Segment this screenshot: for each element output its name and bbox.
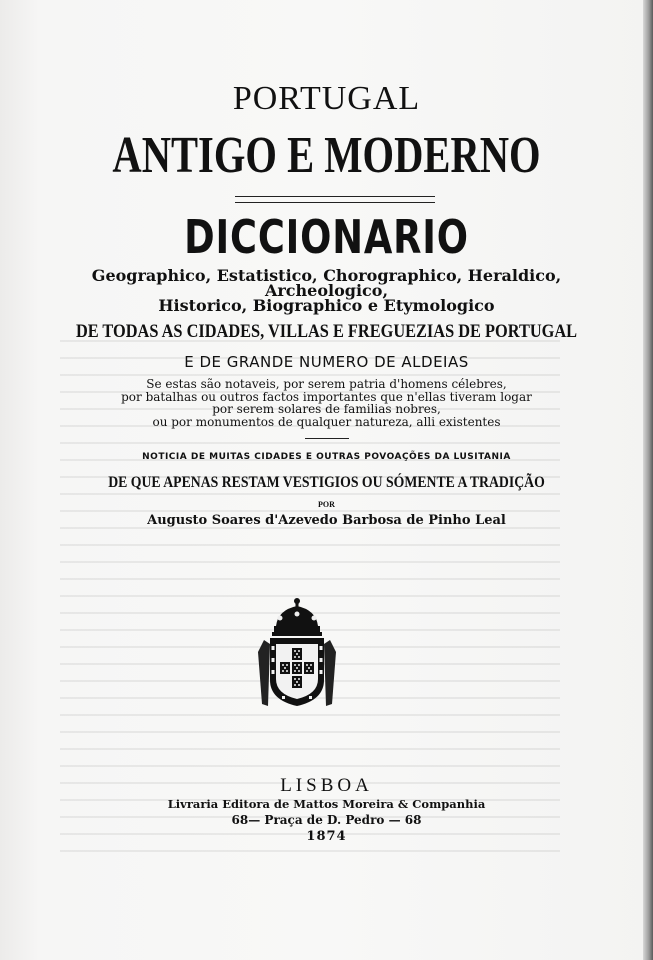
short-rule (305, 438, 349, 439)
lusitania-note: NOTICIA DE MUITAS CIDADES E OUTRAS POVOAÇÕES DA LUSITANIA (142, 452, 511, 462)
criteria-line: por batalhas ou outros factos importantes que n'ellas tiveram logar (121, 389, 532, 404)
subtitle-line: Geographico, Estatistico, Chorographico, Heraldico, (91, 266, 562, 285)
vestiges-heading: DE QUE APENAS RESTAM VESTIGIOS OU SÓMENTE A TRADIÇÃO (108, 474, 545, 491)
criteria-line: Se estas são notaveis, por serem patria d'homens célebres, (146, 377, 507, 391)
criteria-block (0, 378, 653, 428)
imprint-year: 1874 (306, 829, 347, 844)
title-diccionario: DICCIONARIO (184, 210, 469, 264)
title-antigo-e-moderno: ANTIGO E MODERNO (112, 127, 541, 184)
imprint-city: LISBOA (280, 775, 373, 796)
portuguese-coat-of-arms-icon (258, 596, 336, 708)
subtitle-line: Archeologico, (264, 281, 389, 300)
author-name: Augusto Soares d'Azevedo Barbosa de Pinho Leal (147, 513, 506, 528)
criteria-line: por serem solares de familias nobres, (212, 402, 441, 416)
scope-heading: DE TODAS AS CIDADES, VILLAS E FREGUEZIAS DE PORTUGAL (75, 321, 578, 342)
subtitle-line: Historico, Biographico e Etymologico (158, 296, 495, 315)
imprint-publisher: Livraria Editora de Mattos Moreira & Companhia (167, 797, 486, 811)
por-label: POR (318, 500, 335, 509)
subtitle-block (0, 268, 653, 313)
imprint-address: 68— Praça de D. Pedro — 68 (231, 813, 422, 827)
title-rule (235, 196, 435, 203)
scope-subheading: E DE GRANDE NUMERO DE ALDEIAS (184, 353, 469, 371)
title-portugal: PORTUGAL (232, 80, 421, 117)
criteria-line: ou por monumentos de qualquer natureza, alli existentes (152, 414, 501, 429)
